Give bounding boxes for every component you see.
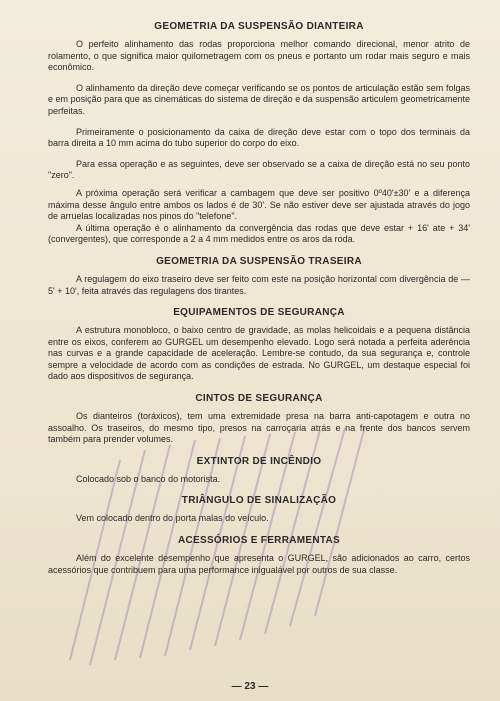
paragraph: O perfeito alinhamento das rodas proporciona melhor comando direcional, menor atrito de rolamento, o que significa maior quilometragem com os pneus e portanto um rodar mais seguro e mais econômico. [48,39,470,73]
section-title-seat-belts: CINTOS DE SEGURANÇA [195,393,323,405]
document-body [48,20,470,576]
paragraph: Os dianteiros (toráxicos), tem uma extremidade presa na barra anti-capotagem e outra no assoalho. Os traseiros, do mesmo tipo, presos na carroçaria atrás e na frente dos bancos servem também para prender volumes. [48,411,470,445]
paragraph: A regulagem do eixo traseiro deve ser feito com este na posição horizontal com divergência de — 5' + 10', feita através das regulagens dos tirantes. [48,273,470,296]
paragraph: Além do excelente desempenho que apresenta o GURGEL, são adicionados ao carro, certos acessórios que contribuem para uma performance inigualável por outros de sua classe. [48,553,470,575]
section-title-safety-equipment: EQUIPAMENTOS DE SEGURANÇA [173,307,345,319]
paragraph: Colocado sob o banco do motorista. [76,473,221,484]
paragraph: Primeiramente o posicionamento da caixa de direção deve estar com o topo dos terminais da barra direita a 10 mm acima do tubo superior do corpo do eixo. [48,126,470,149]
paragraph: Vem colocado dentro do porta malas do veículo. [76,513,269,524]
paragraph: Para essa operação e as seguintes, deve ser observado se a caixa de direção está no seu ponto "zero". [48,158,470,181]
section-title-accessories-tools: ACESSÓRIOS E FERRAMENTAS [177,535,341,547]
section-title-fire-extinguisher: EXTINTOR DE INCÊNDIO [196,455,322,467]
section-title-front-suspension: GEOMETRIA DA SUSPENSÃO DIANTEIRA [154,21,364,32]
page-number: — 23 — [231,681,269,692]
paragraph: A próxima operação será verificar a cambagem que deve ser positivo 0º40'±30' e a diferença máxima desse ângulo entre ambos os lados é de 30'. Se não estiver deve ser ajustada através do jogo de arruelas localizadas nos pinos do "telefone". [48,187,470,222]
paragraph: A última operação é o alinhamento da convergência das rodas que deve estar + 16' ate + 34' (convergentes), que corresponde a 2 a 4 mm medidos entre os aros da roda. [48,222,470,245]
paragraph: A estrutura monobloco, o baixo centro de gravidade, as molas helicoidais e a pequena distância entre os eixos, conferem ao GURGEL um desempenho elevado. Logo será notada a perfeita aderência nas curvas e a grande capacidade de aceleração. Lembre-se contudo, da sua segurança e, controle sempre a velocidade de acordo com as condições de estrada. No GURGEL, um destaque especial foi dado aos dispositivos de segurança. [48,325,470,382]
section-title-warning-triangle: TRIÂNGULO DE SINALIZAÇÃO [181,495,337,507]
paragraph: O alinhamento da direção deve começar verificando se os pontos de articulação estão sem folgas e em posição para que as cinemáticas do sistema de direção e da suspensão articulem geometricamente perfeitas. [48,82,470,116]
section-title-rear-suspension: GEOMETRIA DA SUSPENSÃO TRASEIRA [156,255,362,267]
